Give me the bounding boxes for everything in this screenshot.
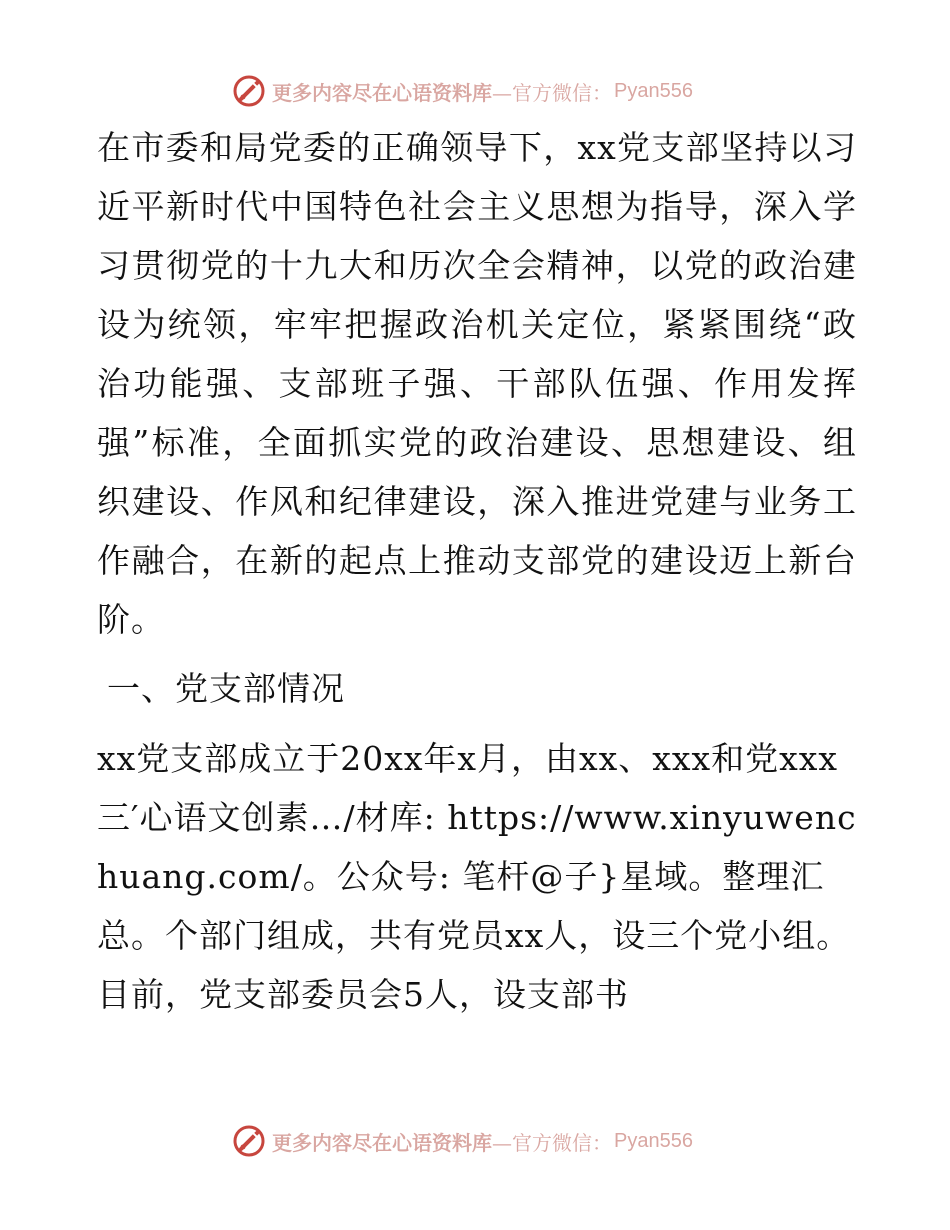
pen-logo-icon	[232, 74, 266, 108]
branch-info-paragraph: xx党支部成立于20xx年x月，由xx、xxx和党xxx三′心语文创素…/材库: https://www.xinyuwenchuang.com/。公众号: 笔杆@子}星域。整理汇总。个部门组成，共有党员xx人，设三个党小组。目前，党支部委员会5人，设支部书	[97, 739, 857, 1014]
banner-wechat-id: Pyan556	[614, 79, 693, 102]
banner-slogan: 更多内容尽在心语资料库	[272, 1130, 492, 1155]
footer-banner	[232, 1122, 752, 1160]
header-banner	[232, 72, 752, 110]
document-body	[97, 118, 857, 1024]
banner-wechat-id: Pyan556	[614, 1129, 693, 1152]
pen-logo-icon	[232, 1124, 266, 1158]
banner-contact-label: —官方微信：	[492, 1130, 612, 1155]
intro-paragraph: 在市委和局党委的正确领导下，xx党支部坚持以习近平新时代中国特色社会主义思想为指导，深入学习贯彻党的十九大和历次全会精神，以党的政治建设为统领，牢牢把握政治机关定位，紧紧围绕“政治功能强、支部班子强、干部队伍强、作用发挥强”标准，全面抓实党的政治建设、思想建设、组织建设、作风和纪律建设，深入推进党建与业务工作融合，在新的起点上推动支部党的建设迈上新台阶。	[97, 128, 857, 639]
banner-contact-label: —官方微信：	[492, 80, 612, 105]
section-heading: 一、党支部情况	[107, 669, 345, 708]
banner-slogan: 更多内容尽在心语资料库	[272, 80, 492, 105]
